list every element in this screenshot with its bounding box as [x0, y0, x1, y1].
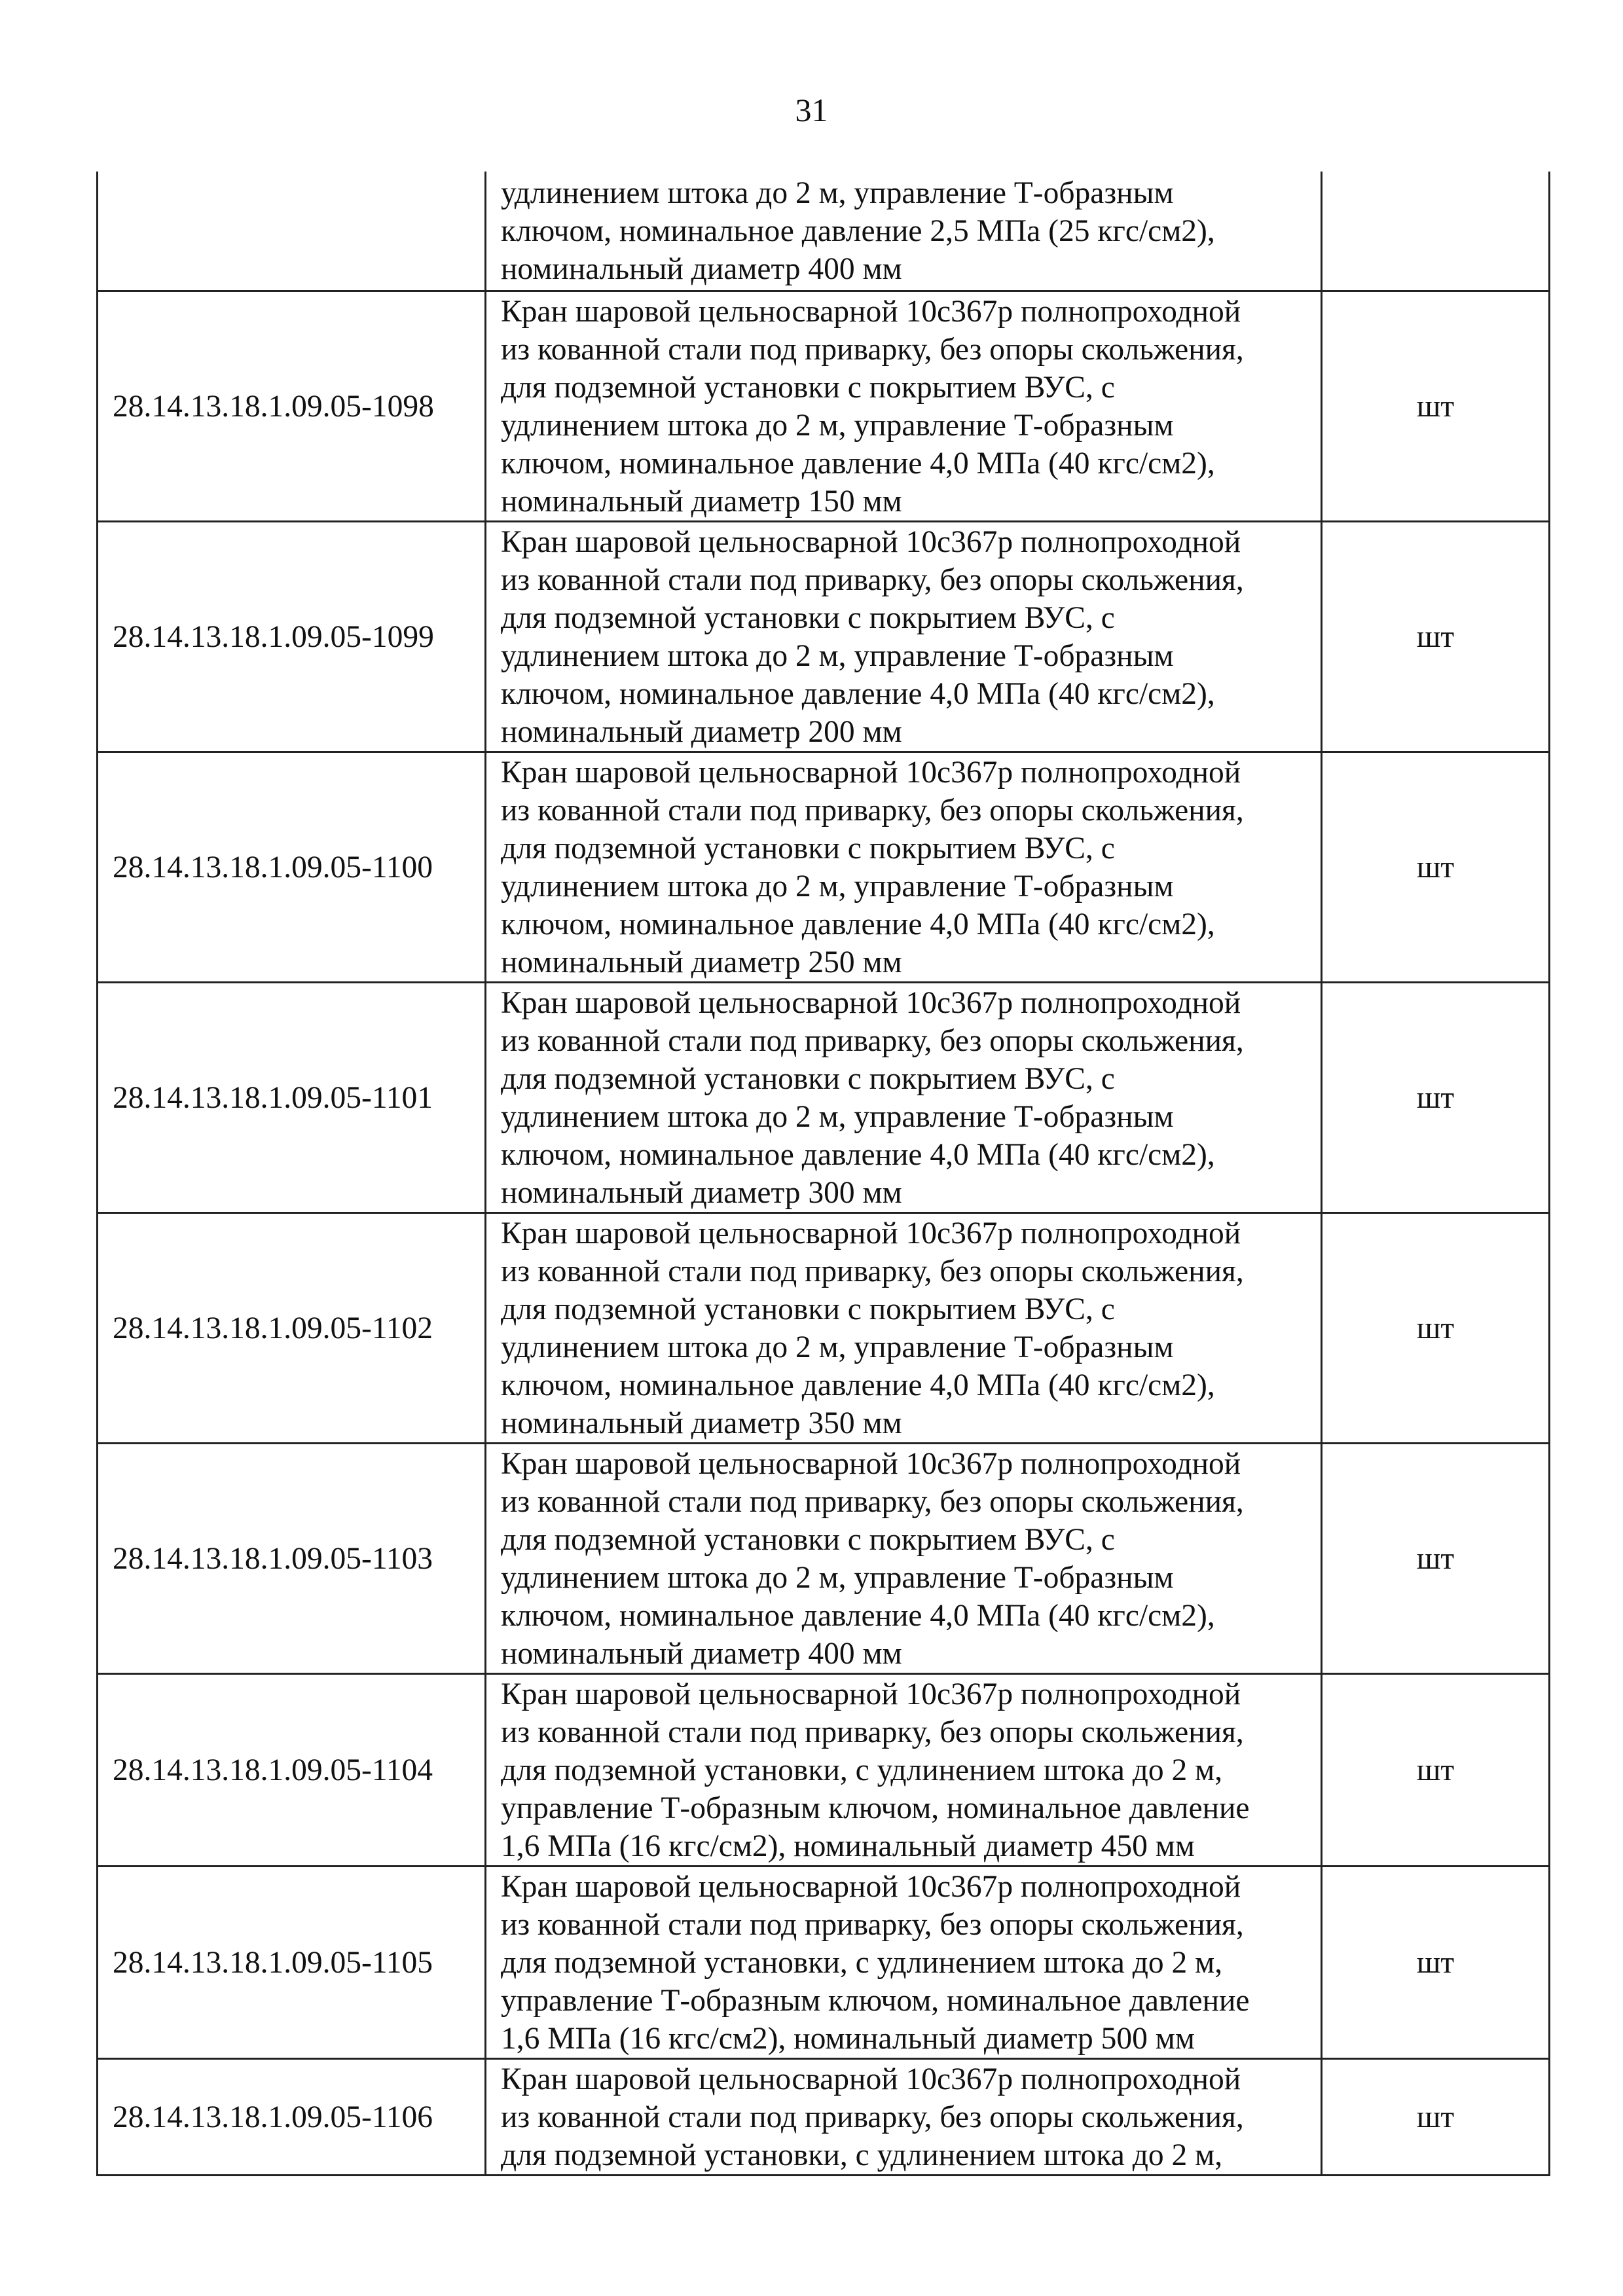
description-line: Кран шаровой цельносварной 10с367р полнопроходной	[501, 2062, 1241, 2096]
table-row	[98, 752, 1550, 983]
description-line: для подземной установки, с удлинением штока до 2 м,	[501, 1945, 1223, 1980]
unit-of-measure: шт	[1322, 983, 1550, 1213]
description-line: удлинением штока до 2 м, управление Т-образным	[501, 1099, 1174, 1134]
description-line: удлинением штока до 2 м, управление Т-образным	[501, 869, 1174, 903]
unit-of-measure: шт	[1322, 291, 1550, 522]
description-line: Кран шаровой цельносварной 10с367р полнопроходной	[501, 985, 1241, 1020]
description-line: Кран шаровой цельносварной 10с367р полнопроходной	[501, 294, 1241, 329]
resource-code: 28.14.13.18.1.09.05-1105	[98, 1867, 486, 2059]
description-line: из кованной стали под приварку, без опоры скольжения,	[501, 562, 1244, 597]
resource-description	[486, 1674, 1322, 1867]
description-line: ключом, номинальное давление 4,0 МПа (40 кгс/см2),	[501, 1137, 1215, 1172]
resource-description	[486, 2059, 1322, 2176]
description-line: для подземной установки с покрытием ВУС, с	[501, 831, 1115, 866]
description-line: номинальный диаметр 250 мм	[501, 945, 902, 979]
description-line: Кран шаровой цельносварной 10с367р полнопроходной	[501, 755, 1241, 790]
description-line: из кованной стали под приварку, без опоры скольжения,	[501, 332, 1244, 367]
description-line: номинальный диаметр 350 мм	[501, 1406, 902, 1440]
unit-of-measure: шт	[1322, 2059, 1550, 2176]
resource-description	[486, 522, 1322, 752]
description-line: номинальный диаметр 300 мм	[501, 1175, 902, 1210]
description-line: Кран шаровой цельносварной 10с367р полнопроходной	[501, 1446, 1241, 1481]
table-row	[98, 172, 1550, 291]
description-line: Кран шаровой цельносварной 10с367р полнопроходной	[501, 524, 1241, 559]
unit-of-measure	[1322, 172, 1550, 291]
table-row	[98, 983, 1550, 1213]
description-line: из кованной стали под приварку, без опоры скольжения,	[501, 1484, 1244, 1519]
description-line: ключом, номинальное давление 4,0 МПа (40 кгс/см2),	[501, 1368, 1215, 1402]
description-line: удлинением штока до 2 м, управление Т-образным	[501, 1560, 1174, 1595]
description-line: номинальный диаметр 400 мм	[501, 1636, 902, 1671]
table-row	[98, 1867, 1550, 2059]
resource-code: 28.14.13.18.1.09.05-1100	[98, 752, 486, 983]
table-row	[98, 291, 1550, 522]
unit-of-measure: шт	[1322, 1867, 1550, 2059]
resource-table	[96, 172, 1550, 2176]
description-line: из кованной стали под приварку, без опоры скольжения,	[501, 1907, 1244, 1942]
resource-code: 28.14.13.18.1.09.05-1106	[98, 2059, 486, 2176]
table-row	[98, 1444, 1550, 1674]
description-line: ключом, номинальное давление 4,0 МПа (40 кгс/см2),	[501, 676, 1215, 711]
unit-of-measure: шт	[1322, 752, 1550, 983]
table-row	[98, 2059, 1550, 2176]
unit-of-measure: шт	[1322, 1213, 1550, 1444]
description-line: из кованной стали под приварку, без опоры скольжения,	[501, 1715, 1244, 1749]
description-line: из кованной стали под приварку, без опоры скольжения,	[501, 2100, 1244, 2134]
description-line: ключом, номинальное давление 4,0 МПа (40 кгс/см2),	[501, 446, 1215, 481]
description-line: Кран шаровой цельносварной 10с367р полнопроходной	[501, 1869, 1241, 1904]
table-row	[98, 522, 1550, 752]
description-line: для подземной установки с покрытием ВУС, с	[501, 600, 1115, 635]
description-line: удлинением штока до 2 м, управление Т-образным	[501, 638, 1174, 673]
description-line: для подземной установки с покрытием ВУС, с	[501, 1522, 1115, 1557]
resource-description	[486, 172, 1322, 291]
description-line: для подземной установки с покрытием ВУС, с	[501, 1061, 1115, 1096]
unit-of-measure: шт	[1322, 1444, 1550, 1674]
description-line: из кованной стали под приварку, без опоры скольжения,	[501, 1023, 1244, 1058]
resource-description	[486, 752, 1322, 983]
unit-of-measure: шт	[1322, 1674, 1550, 1867]
description-line: для подземной установки с покрытием ВУС, с	[501, 1292, 1115, 1326]
description-line: для подземной установки, с удлинением штока до 2 м,	[501, 1753, 1223, 1787]
description-line: для подземной установки с покрытием ВУС, с	[501, 370, 1115, 405]
description-line: удлинением штока до 2 м, управление Т-образным	[501, 1330, 1174, 1364]
description-line: управление Т-образным ключом, номинальное давление	[501, 1983, 1250, 2018]
page-number: 31	[795, 92, 828, 128]
description-line: из кованной стали под приварку, без опоры скольжения,	[501, 1254, 1244, 1288]
resource-description	[486, 1444, 1322, 1674]
description-line: для подземной установки, с удлинением штока до 2 м,	[501, 2138, 1223, 2172]
description-line: номинальный диаметр 400 мм	[501, 251, 902, 286]
table-row	[98, 1674, 1550, 1867]
description-line: номинальный диаметр 150 мм	[501, 484, 902, 519]
description-line: ключом, номинальное давление 4,0 МПа (40 кгс/см2),	[501, 907, 1215, 941]
table-row	[98, 1213, 1550, 1444]
description-line: 1,6 МПа (16 кгс/см2), номинальный диаметр 500 мм	[501, 2021, 1195, 2056]
resource-code: 28.14.13.18.1.09.05-1099	[98, 522, 486, 752]
resource-description	[486, 291, 1322, 522]
description-line: ключом, номинальное давление 4,0 МПа (40 кгс/см2),	[501, 1598, 1215, 1633]
resource-code: 28.14.13.18.1.09.05-1102	[98, 1213, 486, 1444]
description-line: управление Т-образным ключом, номинальное давление	[501, 1791, 1250, 1825]
resource-code: 28.14.13.18.1.09.05-1101	[98, 983, 486, 1213]
description-line: из кованной стали под приварку, без опоры скольжения,	[501, 793, 1244, 828]
unit-of-measure: шт	[1322, 522, 1550, 752]
description-line: номинальный диаметр 200 мм	[501, 714, 902, 749]
resource-code	[98, 172, 486, 291]
description-line: Кран шаровой цельносварной 10с367р полнопроходной	[501, 1677, 1241, 1711]
description-line: 1,6 МПа (16 кгс/см2), номинальный диаметр 450 мм	[501, 1829, 1195, 1863]
description-line: ключом, номинальное давление 2,5 МПа (25 кгс/см2),	[501, 213, 1215, 248]
resource-description	[486, 1213, 1322, 1444]
description-line: удлинением штока до 2 м, управление Т-образным	[501, 408, 1174, 443]
resource-description	[486, 983, 1322, 1213]
resource-code: 28.14.13.18.1.09.05-1104	[98, 1674, 486, 1867]
description-line: Кран шаровой цельносварной 10с367р полнопроходной	[501, 1216, 1241, 1250]
resource-description	[486, 1867, 1322, 2059]
resource-code: 28.14.13.18.1.09.05-1103	[98, 1444, 486, 1674]
resource-code: 28.14.13.18.1.09.05-1098	[98, 291, 486, 522]
description-line: удлинением штока до 2 м, управление Т-образным	[501, 175, 1174, 210]
